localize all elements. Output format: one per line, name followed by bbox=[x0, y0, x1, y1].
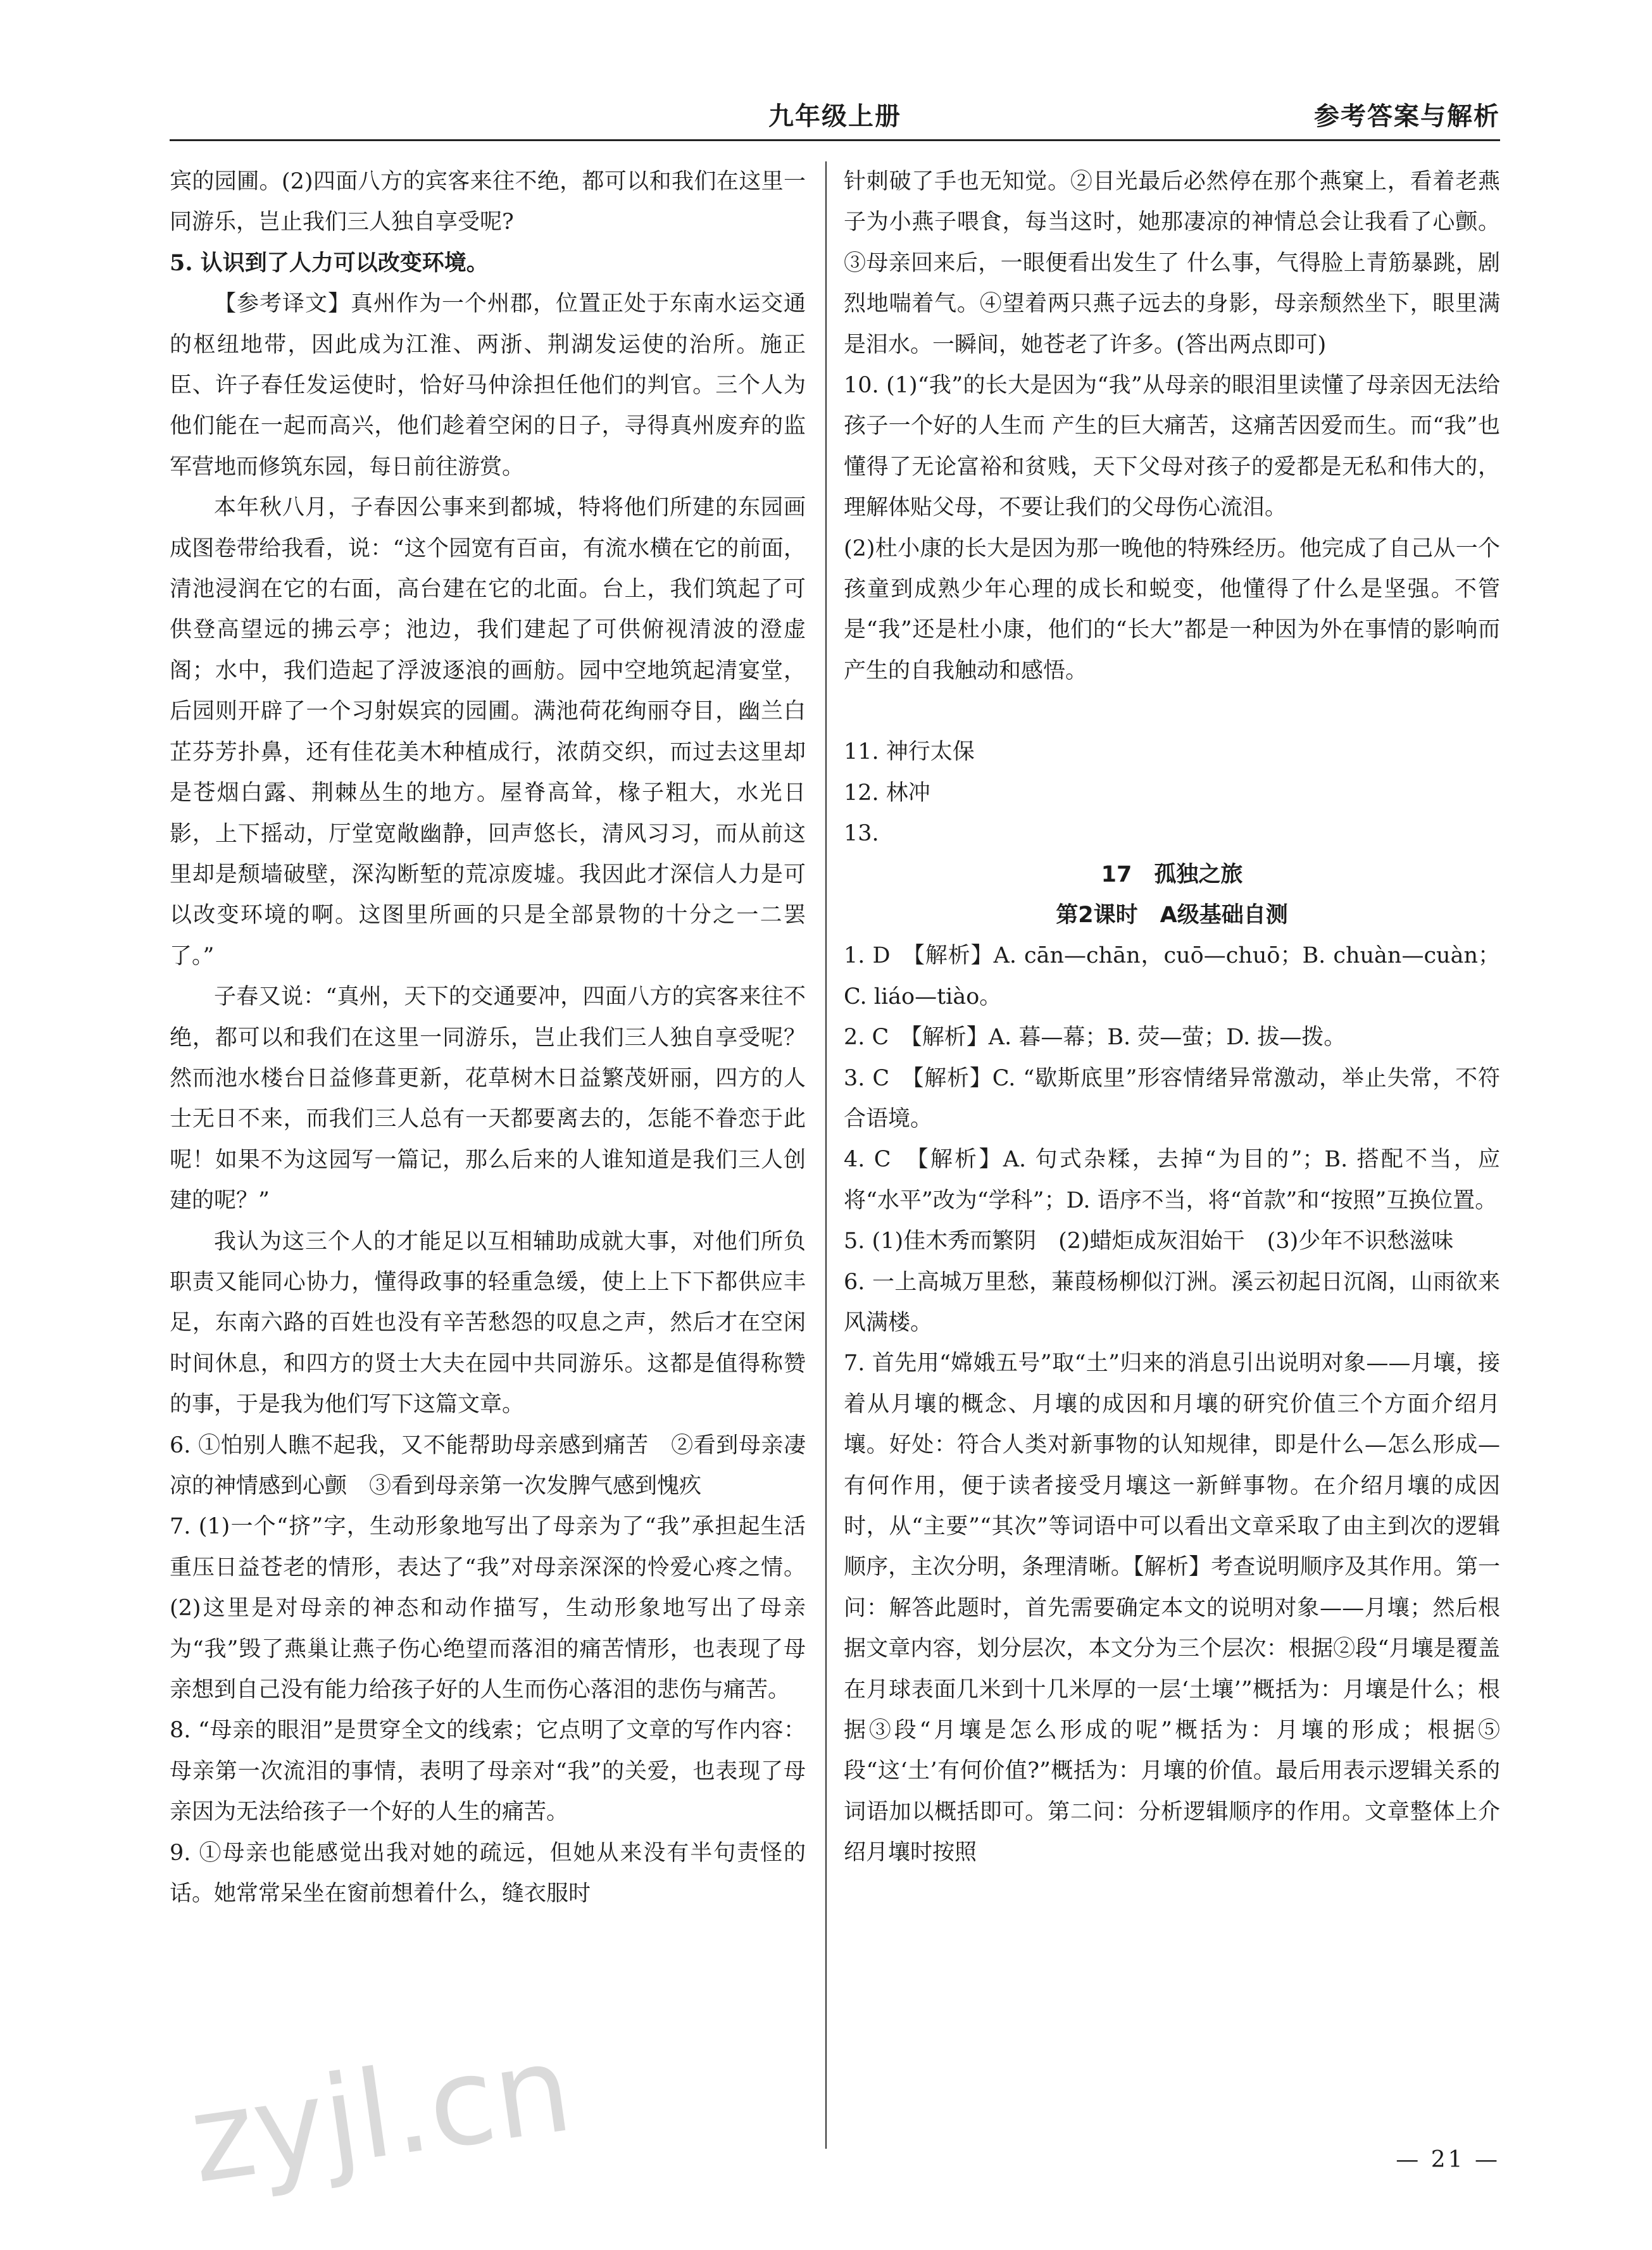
answer-13: 13. bbox=[844, 821, 879, 847]
answer-9-continued: 针刺破了手也无知觉。②目光最后必然停在那个燕窠上，看着老燕子为小燕子喂食，每当这时，她那凄凉的神情总会让我看了心颤。③母亲回来后，一眼便看出发生了 什么事，气得脸上青筋暴跳，剧烈地喘着气。④望着两只燕子远去的身影，母亲颓然坐下，眼里满是泪水。一瞬间，她苍老了许多。(答出两点即可) bbox=[844, 169, 1500, 358]
header-section-title: 参考答案与解析 bbox=[1314, 102, 1500, 131]
column-divider bbox=[825, 161, 827, 2149]
answer-1: 1. D 【解析】A. cān—chān，cuō—chuō；B. chuàn—cuàn；C. liáo—tiào。 bbox=[844, 943, 1500, 1009]
section-title: 第2课时 A级基础自测 bbox=[1056, 902, 1288, 928]
paragraph: 子春又说：“真州，天下的交通要冲，四面八方的宾客来往不绝，都可以和我们在这里一同游乐，岂止我们三人独自享受呢？然而池水楼台日益修葺更新，花草树木日益繁茂妍丽，四方的人士无日不来，而我们三人总有一天都要离去的，怎能不眷恋于此呢！如果不为这园写一篇记，那么后来的人谁知道是我们三人创建的呢？” bbox=[170, 984, 806, 1214]
lesson-title: 17 孤独之旅 bbox=[1101, 861, 1243, 887]
header-book-title: 九年级上册 bbox=[768, 102, 901, 131]
answer-11: 11. 神行太保 bbox=[844, 739, 975, 765]
answer-5: 5. 认识到了人力可以改变环境。 bbox=[170, 249, 489, 276]
answer-10-1: 10. (1)“我”的长大是因为“我”从母亲的眼泪里读懂了母亲因无法给孩子一个好的人生而 产生的巨大痛苦，这痛苦因爱而生。而“我”也懂得了无论富裕和贫贱，天下父母对孩子的爱都是无私和伟大的，理解体贴父母，不要让我们的父母伤心流泪。 bbox=[844, 373, 1500, 521]
spacer bbox=[844, 691, 1500, 732]
answer-12: 12. 林冲 bbox=[844, 780, 930, 806]
watermark: zyjl.cn bbox=[182, 2018, 580, 2210]
answer-4: 4. C 【解析】A. 句式杂糅，去掉“为目的”；B. 搭配不当，应将“水平”改为“学科”；D. 语序不当，将“首款”和“按照”互换位置。 bbox=[844, 1147, 1500, 1213]
right-column bbox=[844, 161, 1500, 1873]
page-header bbox=[170, 82, 1500, 141]
answer-10-2: (2)杜小康的长大是因为那一晚他的特殊经历。他完成了自己从一个孩童到成熟少年心理的成长和蜕变，他懂得了什么是坚强。不管是“我”还是杜小康，他们的“长大”都是一种因为外在事情的影响而产生的自我触动和感悟。 bbox=[844, 535, 1500, 684]
answer-6: 6. 一上高城万里愁，蒹葭杨柳似汀洲。溪云初起日沉阁，山雨欲来风满楼。 bbox=[844, 1269, 1500, 1335]
answer-8: 8. “母亲的眼泪”是贯穿全文的线索；它点明了文章的写作内容：母亲第一次流泪的事情，表明了母亲对“我”的关爱，也表现了母亲因为无法给孩子一个好的人生的痛苦。 bbox=[170, 1718, 806, 1825]
paragraph: 本年秋八月，子春因公事来到都城，特将他们所建的东园画成图卷带给我看，说：“这个园宽有百亩，有流水横在它的前面，清池浸润在它的右面，高台建在它的北面。台上，我们筑起了可供登高望远的拂云亭；池边，我们建起了可供俯视清波的澄虚阁；水中，我们造起了浮波逐浪的画舫。园中空地筑起清宴堂，后园则开辟了一个习射娱宾的园圃。满池荷花绚丽夺目，幽兰白芷芬芳扑鼻，还有佳花美木种植成行，浓荫交织，而过去这里却是苍烟白露、荆棘丛生的地方。屋脊高耸，椽子粗大，水光日影，上下摇动，厅堂宽敞幽静，回声悠长，清风习习，而从前这里却是颓墙破壁，深沟断堑的荒凉废墟。我因此才深信人力是可以改变环境的啊。这图里所画的只是全部景物的十分之一二罢了。” bbox=[170, 495, 806, 969]
answer-6: 6. ①怕别人瞧不起我，又不能帮助母亲感到痛苦 ②看到母亲凄凉的神情感到心颤 ③看到母亲第一次发脾气感到愧疚 bbox=[170, 1432, 806, 1499]
answer-2: 2. C 【解析】A. 暮—幕；B. 荧—萤；D. 拔—拨。 bbox=[844, 1025, 1346, 1051]
answer-3: 3. C 【解析】C. “歇斯底里”形容情绪异常激动，举止失常，不符合语境。 bbox=[844, 1065, 1500, 1132]
page-number: — 21 — bbox=[1396, 2147, 1500, 2173]
paragraph: 宾的园圃。(2)四面八方的宾客来往不绝，都可以和我们在这里一同游乐，岂止我们三人独自享受呢? bbox=[170, 169, 806, 235]
paragraph: 我认为这三个人的才能足以互相辅助成就大事，对他们所负职责又能同心协力，懂得政事的轻重急缓，使上上下下都供应丰足，东南六路的百姓也没有辛苦愁怨的叹息之声，然后才在空闲时间休息，和四方的贤士大夫在园中共同游乐。这都是值得称赞的事，于是我为他们写下这篇文章。 bbox=[170, 1228, 806, 1418]
answer-9: 9. ①母亲也能感觉出我对她的疏远，但她从来没有半句责怪的话。她常常呆坐在窗前想着什么，缝衣服时 bbox=[170, 1840, 806, 1907]
answer-7: 7. (1)一个“挤”字，生动形象地写出了母亲为了“我”承担起生活重压日益苍老的情形，表达了“我”对母亲深深的怜爱心疼之情。(2)这里是对母亲的神态和动作描写，生动形象地写出了母亲为“我”毁了燕巢让燕子伤心绝望而落泪的痛苦情形，也表现了母亲想到自己没有能力给孩子好的人生而伤心落泪的悲伤与痛苦。 bbox=[170, 1514, 806, 1703]
answer-5: 5. (1)佳木秀而繁阴 (2)蜡炬成灰泪始干 (3)少年不识愁滋味 bbox=[844, 1228, 1454, 1254]
left-column bbox=[170, 161, 806, 1914]
reference-translation: 【参考译文】真州作为一个州郡，位置正处于东南水运交通的枢纽地带，因此成为江淮、两浙、荆湖发运使的治所。施正臣、许子春任发运使时，恰好马仲涂担任他们的判官。三个人为他们能在一起而高兴，他们趁着空闲的日子，寻得真州废弃的监军营地而修筑东园，每日前往游赏。 bbox=[170, 291, 806, 480]
answer-7: 7. 首先用“嫦娥五号”取“土”归来的消息引出说明对象——月壤，接着从月壤的概念、月壤的成因和月壤的研究价值三个方面介绍月壤。好处：符合人类对新事物的认知规律，即是什么—怎么形成—有何作用，便于读者接受月壤这一新鲜事物。在介绍月壤的成因时，从“主要”“其次”等词语中可以看出文章采取了由主到次的逻辑顺序，主次分明，条理清晰。【解析】考查说明顺序及其作用。第一问：解答此题时，首先需要确定本文的说明对象——月壤；然后根据文章内容，划分层次，本文分为三个层次：根据②段“月壤是覆盖在月球表面几米到十几米厚的一层‘土壤’”概括为：月壤是什么；根据③段“月壤是怎么形成的呢”概括为：月壤的形成；根据⑤段“这‘土’有何价值?”概括为：月壤的价值。最后用表示逻辑关系的词语加以概括即可。第二问：分析逻辑顺序的作用。文章整体上介绍月壤时按照 bbox=[844, 1351, 1500, 1866]
